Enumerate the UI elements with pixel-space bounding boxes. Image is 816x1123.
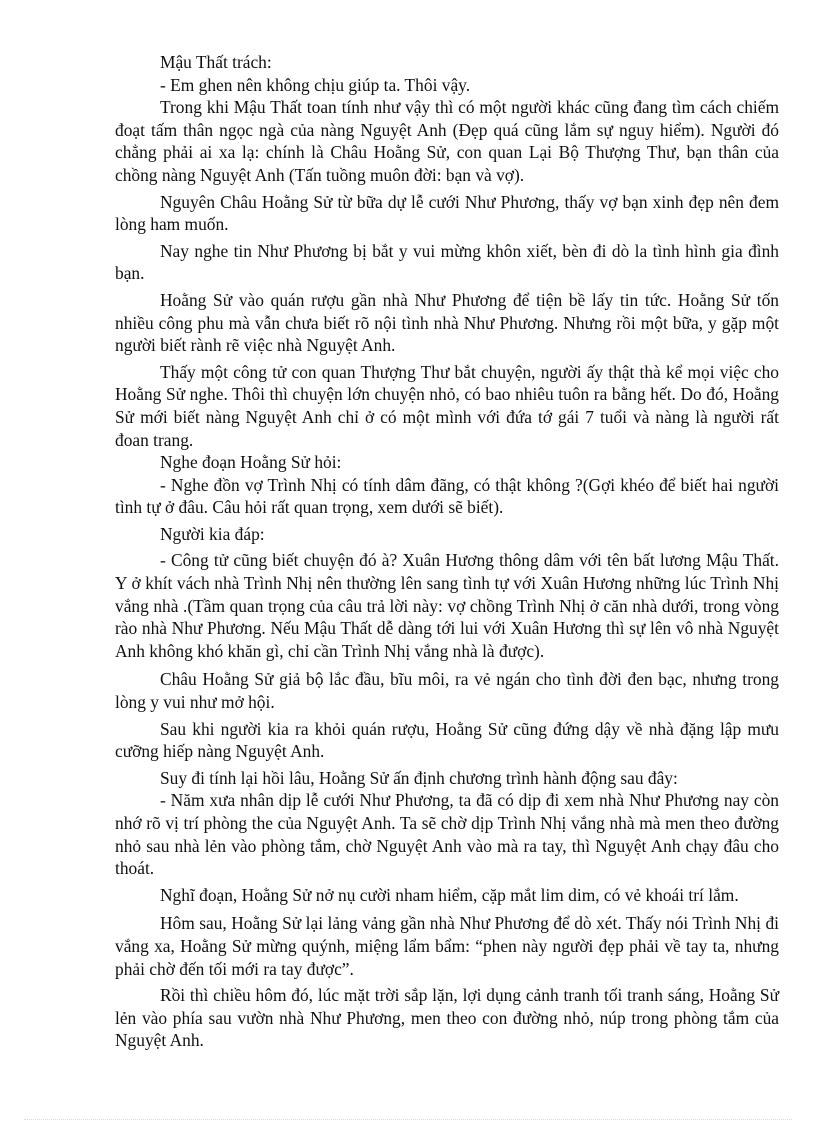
paragraph: Sau khi người kia ra khỏi quán rượu, Hoằng Sử cũng đứng dậy về nhà đặng lập mưu cưỡng hiếp nàng Nguyệt Anh. [115,718,779,762]
paragraph: - Em ghen nên không chịu giúp ta. Thôi vậy. [160,74,471,95]
paragraph: Hôm sau, Hoằng Sử lại lảng vảng gần nhà Như Phương để dò xét. Thấy nói Trình Nhị đi vắng xa, Hoằng Sử mừng quýnh, miệng lẩm bẩm: “phen này người đẹp phải về tay ta, nhưng phải chờ đến tối mới ra tay được”. [115,913,779,979]
paragraph: Châu Hoằng Sử giả bộ lắc đầu, bĩu môi, ra vẻ ngán cho tình đời đen bạc, nhưng trong lòng y vui như mở hội. [115,669,779,713]
paragraph: Hoằng Sử vào quán rượu gần nhà Như Phương để tiện bề lấy tin tức. Hoằng Sử tốn nhiều công phu mà vẫn chưa biết rõ nội tình nhà Như Phương. Nhưng rồi một bữa, y gặp một người biết rành rẽ việc nhà Nguyệt Anh. [115,289,779,356]
paragraph: - Năm xưa nhân dịp lễ cưới Như Phương, ta đã có dịp đi xem nhà Như Phương nay còn nhớ rõ vị trí phòng the của Nguyệt Anh. Ta sẽ chờ dịp Trình Nhị vắng nhà mà men theo đường nhỏ sau nhà lẻn vào phòng tắm, chờ Nguyệt Anh vào mà ra tay, thì Nguyệt Anh chạy đâu cho thoát. [115,790,779,879]
paragraph: Nguyên Châu Hoằng Sử từ bữa dự lễ cưới Như Phương, thấy vợ bạn xinh đẹp nên đem lòng ham muốn. [115,191,779,235]
paragraph: Mậu Thất trách: [160,52,272,72]
paragraph: - Công tử cũng biết chuyện đó à? Xuân Hương thông dâm với tên bất lương Mậu Thất. Y ở khít vách nhà Trình Nhị nên thường lên sang tình tự với Xuân Hương những lúc Trình Nhị vắng nhà .(Tầm quan trọng của câu trả lời này: vợ chồng Trình Nhị ở căn nhà dưới, trong vòng rào nhà Như Phương. Nếu Mậu Thất dễ dàng tới lui với Xuân Hương thì sự lên vô nhà Nguyệt Anh không khó khăn gì, chỉ cần Trình Nhị vắng nhà là được). [115,550,779,661]
paragraph: - Nghe đồn vợ Trình Nhị có tính dâm đãng, có thật không ?(Gợi khéo để biết hai người tình tự ở đâu. Câu hỏi rất quan trọng, xem dưới sẽ biết). [115,474,779,518]
page-footer-divider [24,1119,792,1120]
paragraph: Nghĩ đoạn, Hoằng Sử nở nụ cười nham hiểm, cặp mắt lim dim, có vẻ khoái trí lắm. [160,884,739,905]
paragraph: Người kia đáp: [160,523,265,544]
paragraph: Nghe đoạn Hoằng Sử hỏi: [160,452,342,473]
paragraph: Nay nghe tin Như Phương bị bắt y vui mừng khôn xiết, bèn đi dò la tình hình gia đình bạn. [115,240,779,284]
paragraph: Thấy một công tử con quan Thượng Thư bắt chuyện, người ấy thật thà kể mọi việc cho Hoằng Sử nghe. Thôi thì chuyện lớn chuyện nhỏ, có bao nhiêu tuôn ra bằng hết. Do đó, Hoằng Sử mới biết nàng Nguyệt Anh chỉ ở có một mình với đứa tớ gái 7 tuổi và nàng là người rất đoan trang. [115,361,779,450]
paragraph: Trong khi Mậu Thất toan tính như vậy thì có một người khác cũng đang tìm cách chiếm đoạt tấm thân ngọc ngà của nàng Nguyệt Anh (Đẹp quá cũng lắm sự nguy hiểm). Người đó chẳng phải ai xa lạ: chính là Châu Hoằng Sử, con quan Lại Bộ Thượng Thư, bạn thân của chồng nàng Nguyệt Anh (Tấn tuồng muôn đời: bạn và vợ). [115,97,779,185]
paragraph: Suy đi tính lại hồi lâu, Hoằng Sử ấn định chương trình hành động sau đây: [160,767,678,788]
document-page [115,51,779,1052]
paragraph: Rồi thì chiều hôm đó, lúc mặt trời sắp lặn, lợi dụng cảnh tranh tối tranh sáng, Hoằng Sử lẻn vào phía sau vườn nhà Như Phương, men theo con đường nhỏ, núp trong phòng tắm của Nguyệt Anh. [115,985,779,1051]
